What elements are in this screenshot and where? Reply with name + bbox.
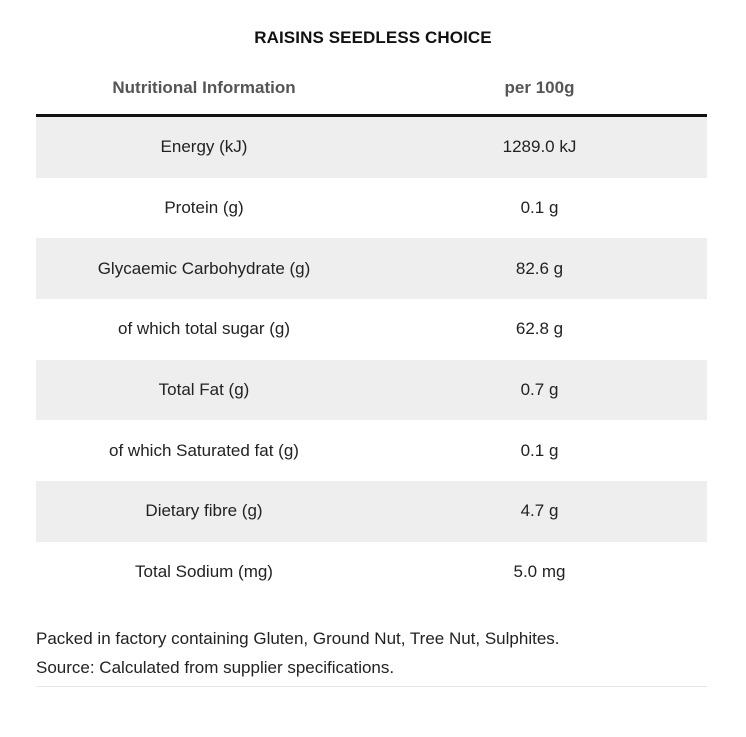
- row-value: 5.0 mg: [513, 562, 566, 582]
- allergen-note: Packed in factory containing Gluten, Ground Nut, Tree Nut, Sulphites.: [36, 629, 560, 648]
- row-label: Glycaemic Carbohydrate (g): [97, 258, 311, 278]
- table-row: [36, 238, 707, 299]
- table-row: [36, 481, 707, 542]
- row-value: 82.6 g: [515, 258, 564, 278]
- source-note: Source: Calculated from supplier specifications.: [36, 658, 395, 677]
- row-value: 0.1 g: [520, 440, 559, 460]
- table-row: [36, 360, 707, 421]
- header-nutritional-information: Nutritional Information: [112, 78, 296, 97]
- table-header: [36, 62, 707, 117]
- product-title: RAISINS SEEDLESS CHOICE: [254, 28, 492, 47]
- row-label: Dietary fibre (g): [145, 501, 263, 521]
- row-label: of which Saturated fat (g): [109, 440, 299, 460]
- nutrition-table: [36, 62, 707, 603]
- row-label: Protein (g): [164, 198, 244, 218]
- footer-notes: [36, 624, 707, 687]
- table-row: [36, 299, 707, 360]
- row-value: 1289.0 kJ: [502, 137, 577, 157]
- row-value: 62.8 g: [515, 319, 564, 339]
- row-label: of which total sugar (g): [118, 319, 290, 339]
- header-per-100g: per 100g: [504, 78, 575, 97]
- row-value: 0.1 g: [520, 198, 559, 218]
- table-row: [36, 117, 707, 178]
- table-row: [36, 420, 707, 481]
- row-value: 0.7 g: [520, 380, 559, 400]
- row-label: Energy (kJ): [160, 137, 248, 157]
- row-label: Total Sodium (mg): [135, 562, 273, 582]
- row-value: 4.7 g: [520, 501, 559, 521]
- table-row: [36, 178, 707, 239]
- table-row: [36, 542, 707, 603]
- row-label: Total Fat (g): [158, 380, 250, 400]
